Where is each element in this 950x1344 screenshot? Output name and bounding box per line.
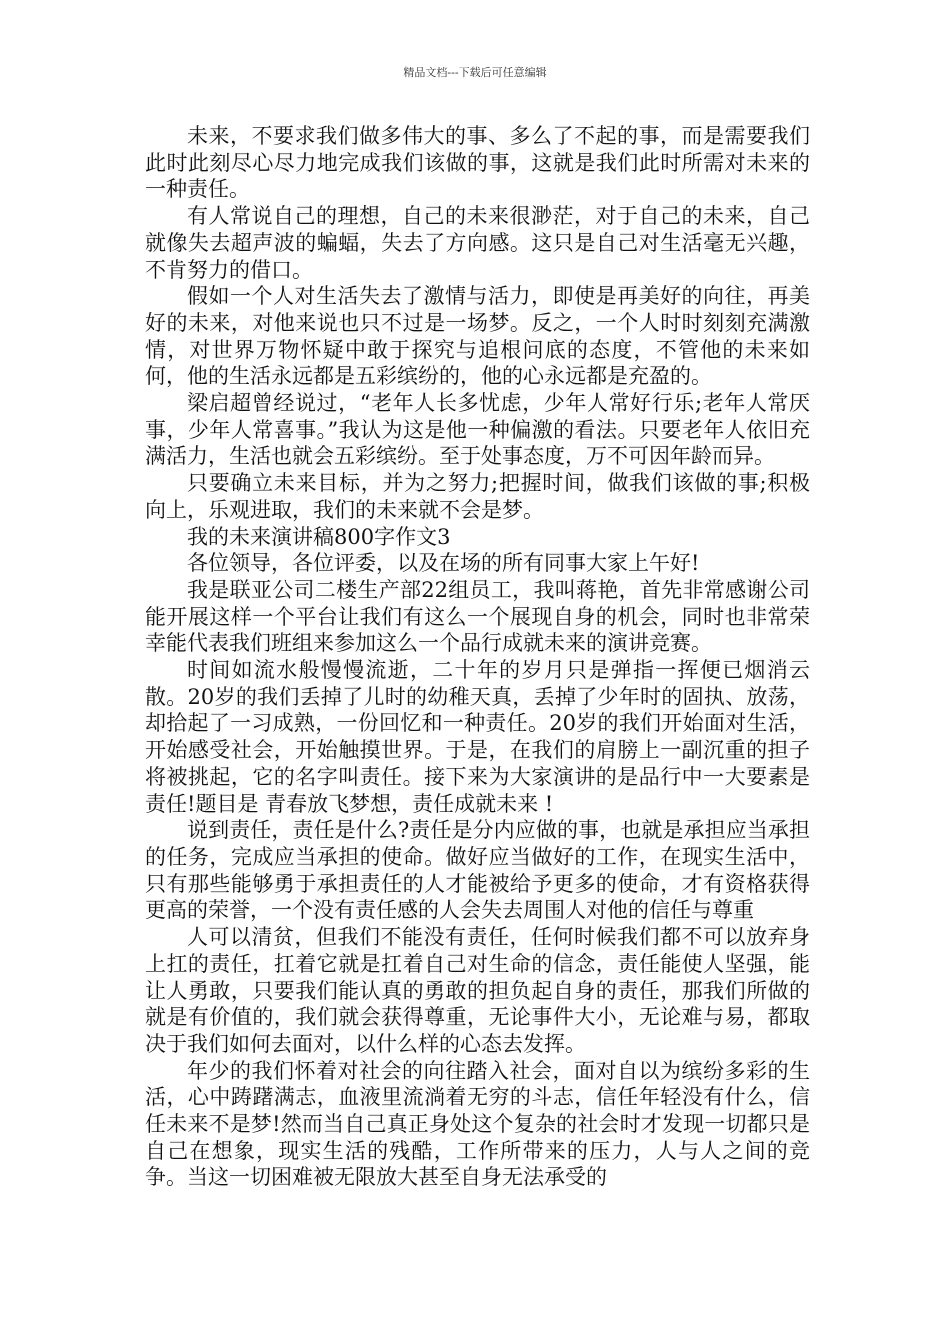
paragraph: 时间如流水般慢慢流逝，二十年的岁月只是弹指一挥便已烟消云散。20岁的我们丢掉了儿时的幼稚天真，丢掉了少年时的固执、放荡，却拾起了一习成熟，一份回忆和一种责任。20岁的我们开始面对生活，开始感受社会，开始触摸世界。于是，在我们的肩膀上一副沉重的担子将被挑起，它的名字叫责任。接下来为大家演讲的是品行中一大要素是责任!题目是 青春放飞梦想，责任成就未来 ! bbox=[145, 658, 810, 816]
document-body bbox=[145, 123, 810, 1191]
page-header: 精品文档---下载后可任意编辑 bbox=[403, 66, 547, 79]
paragraph: 年少的我们怀着对社会的向往踏入社会，面对自以为缤纷多彩的生活，心中踌躇满志，血液里流淌着无穷的斗志，信任年轻没有什么，信任未来不是梦!然而当自己真正身处这个复杂的社会时才发现一切都只是自己在想象，现实生活的残酷，工作所带来的压力，人与人之间的竞争。当这一切困难被无限放大甚至自身无法承受的 bbox=[145, 1058, 810, 1190]
paragraph: 说到责任，责任是什么?责任是分内应做的事，也就是承担应当承担的任务，完成应当承担的使命。做好应当做好的工作，在现实生活中，只有那些能够勇于承担责任的人才能被给予更多的使命，才有资格获得更高的荣誉，一个没有责任感的人会失去周围人对他的信任与尊重 bbox=[145, 818, 810, 923]
paragraph: 有人常说自己的理想，自己的未来很渺茫，对于自己的未来，自己就像失去超声波的蝙蝠，失去了方向感。这只是自己对生活毫无兴趣，不肯努力的借口。 bbox=[145, 204, 810, 282]
paragraph: 我是联亚公司二楼生产部22组员工，我叫蒋艳，首先非常感谢公司能开展这样一个平台让我们有这么一个展现自身的机会，同时也非常荣幸能代表我们班组来参加这么一个品行成就未来的演讲竞赛。 bbox=[145, 577, 810, 656]
paragraph: 假如一个人对生活失去了激情与活力，即使是再美好的向往，再美好的未来，对他来说也只不过是一场梦。反之，一个人时时刻刻充满激情，对世界万物怀疑中敢于探究与追根问底的态度，不管他的未来如何，他的生活永远都是五彩缤纷的，他的心永远都是充盈的。 bbox=[145, 284, 810, 389]
paragraph: 未来，不要求我们做多伟大的事、多么了不起的事，而是需要我们此时此刻尽心尽力地完成我们该做的事，这就是我们此时所需对未来的一种责任。 bbox=[145, 124, 810, 202]
paragraph: 人可以清贫，但我们不能没有责任，任何时候我们都不可以放弃身上扛的责任，扛着它就是扛着自己对生命的信念，责任能使人坚强，能让人勇敢，只要我们能认真的勇敢的担负起自身的责任，那我们所做的就是有价值的，我们就会获得尊重，无论事件大小，无论难与易，都取决于我们如何去面对，以什么样的心态去发挥。 bbox=[145, 925, 810, 1056]
greeting-line: 各位领导，各位评委，以及在场的所有同事大家上午好! bbox=[187, 551, 700, 576]
section-heading: 我的未来演讲稿800字作文3 bbox=[187, 524, 451, 549]
paragraph: 梁启超曾经说过，“老年人长多忧虑，少年人常好行乐;老年人常厌事，少年人常喜事。”我认为这是他一种偏激的看法。只要老年人依旧充满活力，生活也就会五彩缤纷。至于处事态度，万不可因年龄而异。 bbox=[145, 391, 810, 469]
paragraph: 只要确立未来目标，并为之努力;把握时间，做我们该做的事;积极向上，乐观进取，我们的未来就不会是梦。 bbox=[145, 471, 810, 522]
